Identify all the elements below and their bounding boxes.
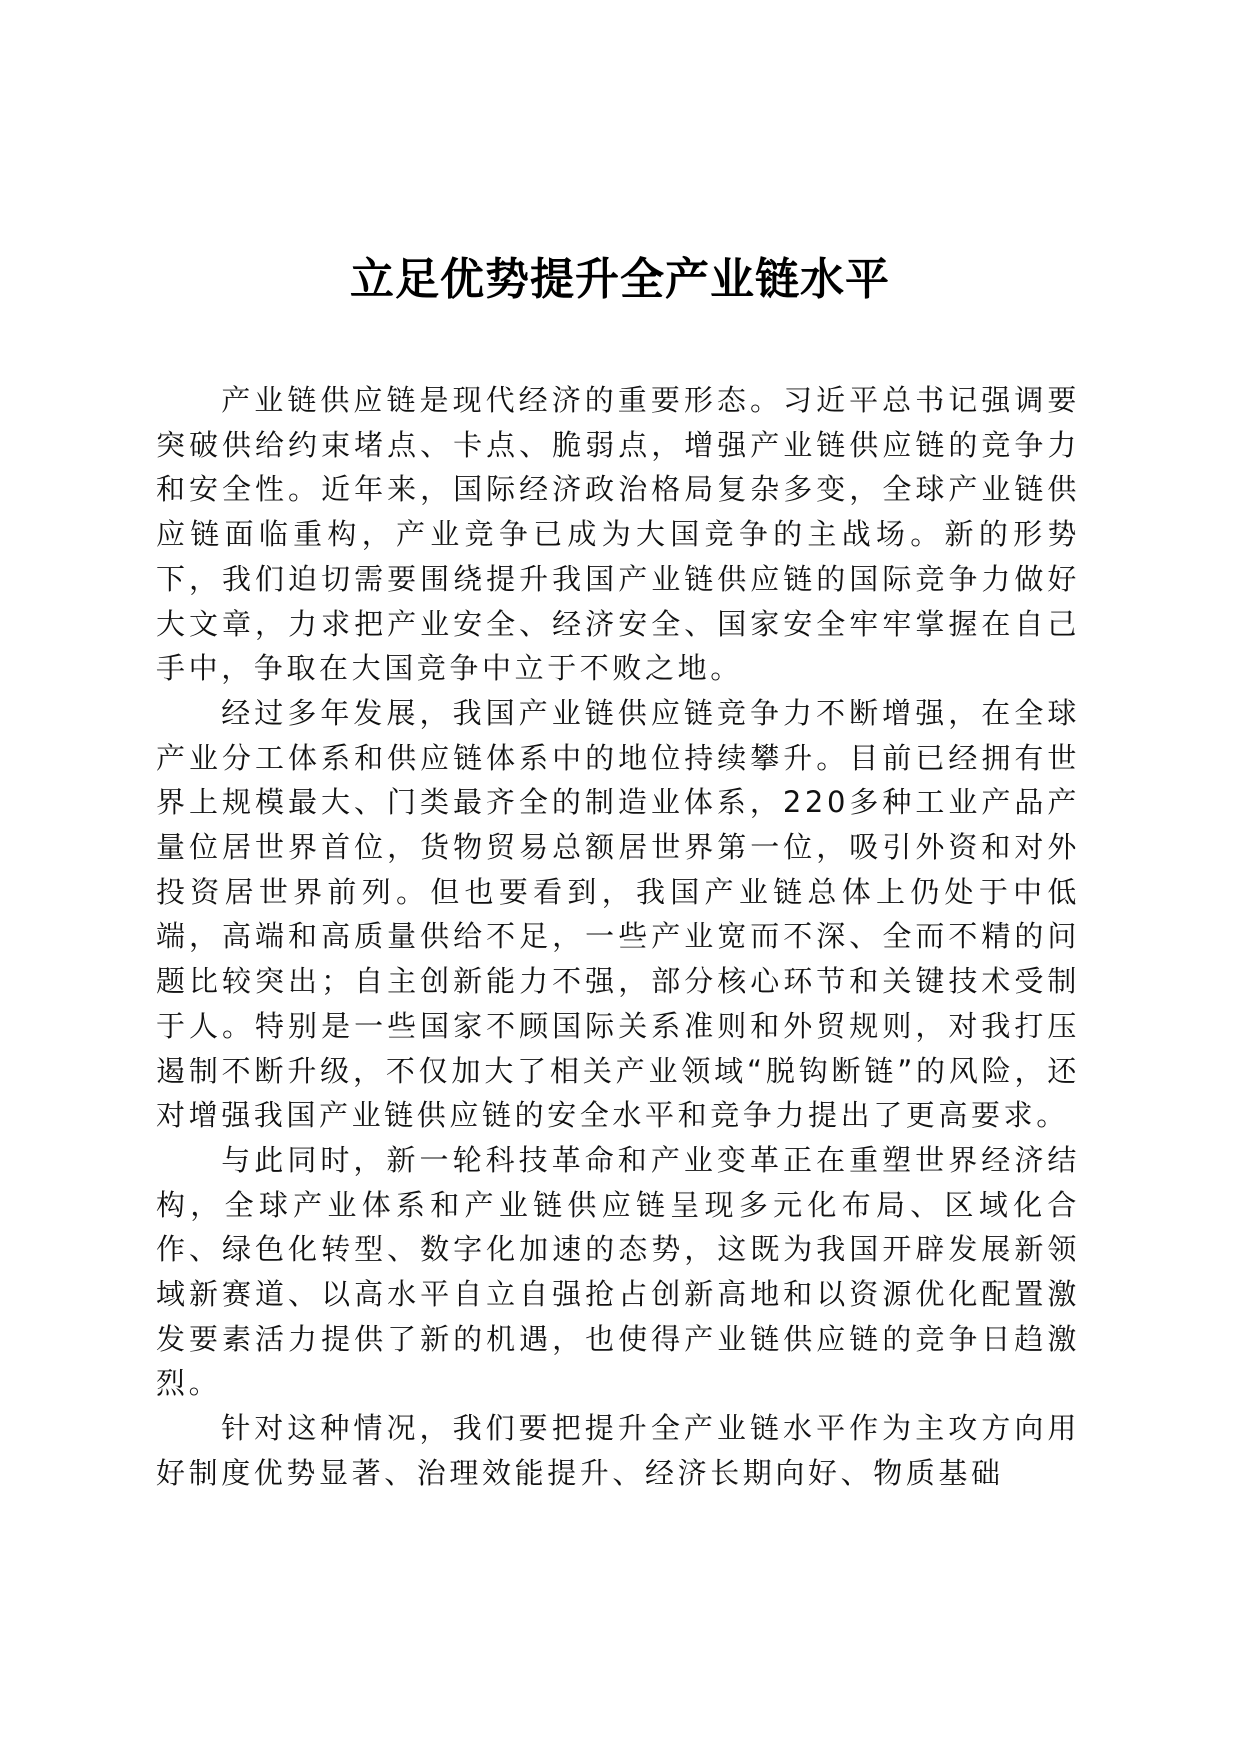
document-body: [156, 378, 1080, 1496]
paragraph-4: 针对这种情况，我们要把提升全产业链水平作为主攻方向用好制度优势显著、治理效能提升、经济长期向好、物质基础: [156, 1411, 1080, 1490]
paragraph-2: 经过多年发展，我国产业链供应链竞争力不断增强，在全球产业分工体系和供应链体系中的地位持续攀升。目前已经拥有世界上规模最大、门类最齐全的制造业体系，220多种工业产品产量位居世界首位，货物贸易总额居世界第一位，吸引外资和对外投资居世界前列。但也要看到，我国产业链总体上仍处于中低端，高端和高质量供给不足，一些产业宽而不深、全而不精的问题比较突出；自主创新能力不强，部分核心环节和关键技术受制于人。特别是一些国家不顾国际关系准则和外贸规则，对我打压遏制不断升级，不仅加大了相关产业领域“脱钩断链”的风险，还对增强我国产业链供应链的安全水平和竞争力提出了更高要求。: [156, 695, 1080, 1133]
paragraph-3: 与此同时，新一轮科技革命和产业变革正在重塑世界经济结构，全球产业体系和产业链供应链呈现多元化布局、区域化合作、绿色化转型、数字化加速的态势，这既为我国开辟发展新领域新赛道、以高水平自立自强抢占创新高地和以资源优化配置激发要素活力提供了新的机遇，也使得产业链供应链的竞争日趋激烈。: [156, 1142, 1080, 1401]
paragraph-1: 产业链供应链是现代经济的重要形态。习近平总书记强调要突破供给约束堵点、卡点、脆弱点，增强产业链供应链的竞争力和安全性。近年来，国际经济政治格局复杂多变，全球产业链供应链面临重构，产业竞争已成为大国竞争的主战场。新的形势下，我们迫切需要围绕提升我国产业链供应链的国际竞争力做好大文章，力求把产业安全、经济安全、国家安全牢牢掌握在自己手中，争取在大国竞争中立于不败之地。: [156, 383, 1080, 686]
document-title: 立足优势提升全产业链水平: [350, 254, 890, 305]
